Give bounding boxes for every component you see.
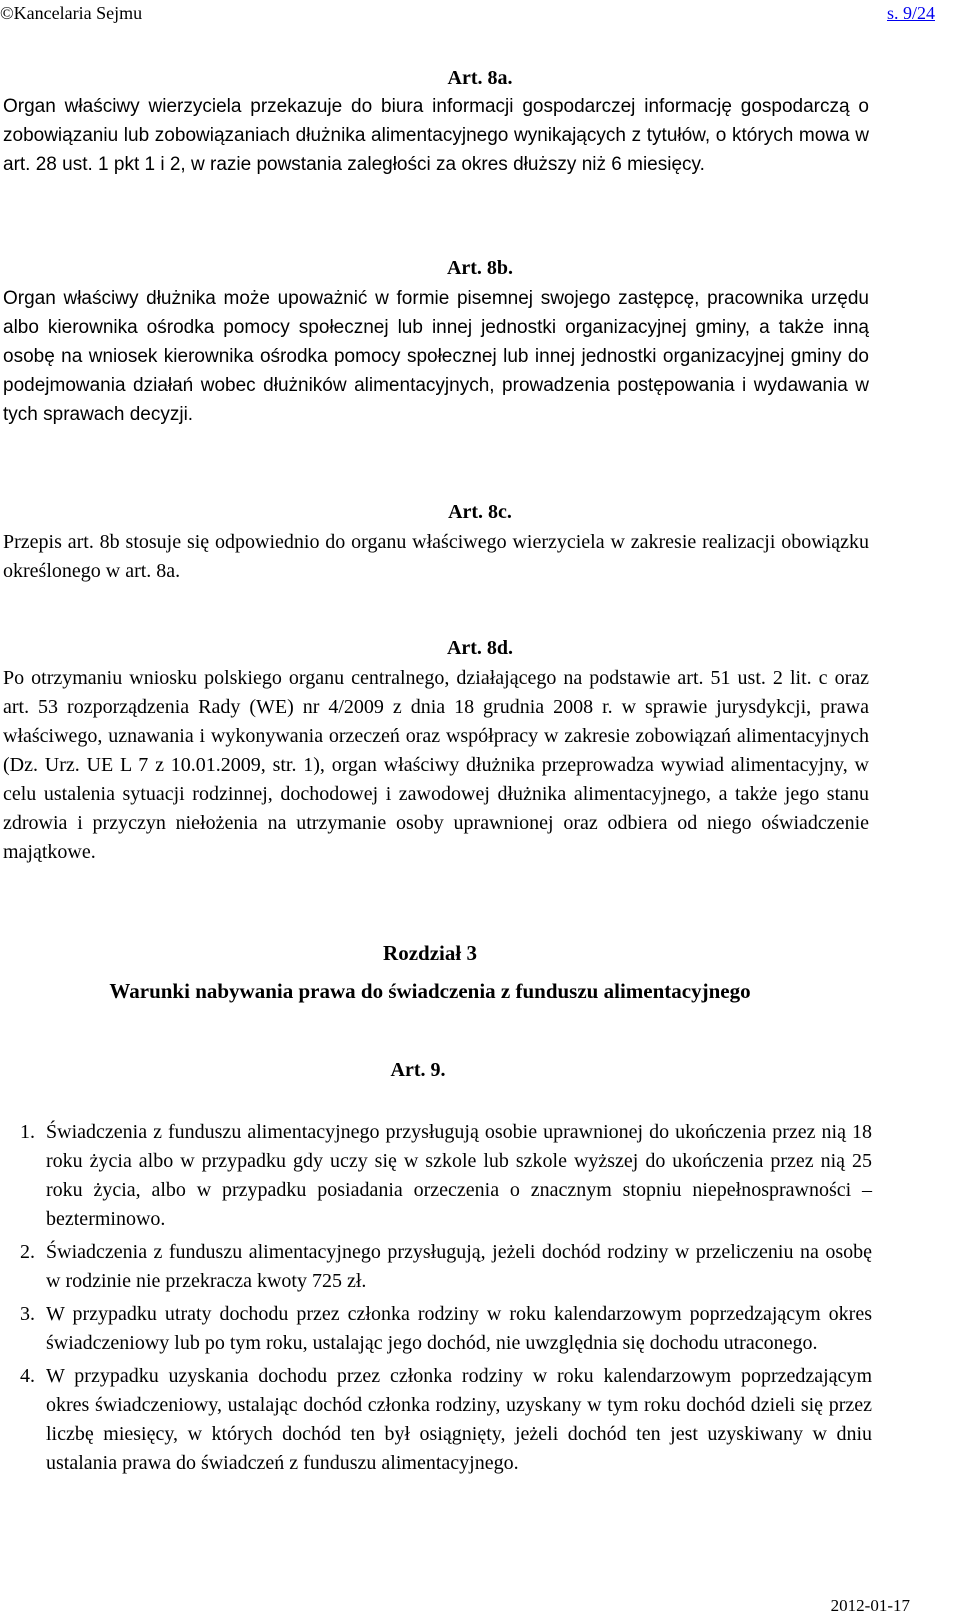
- art-8b-text: Organ właściwy dłużnika może upoważnić w formie pisemnej swojego zastępcę, pracownika urzędu albo kierownika ośrodka pomocy społecznej lub innej jednostki organizacyjnej gminy, a także inną osobę na wniosek kierownika ośrodka pomocy społecznej lub innej jednostki organizacyjnej gminy do podejmowania działań wobec dłużników alimentacyjnych, prowadzenia postępowania i wydawania w tych sprawach decyzji.: [3, 288, 869, 425]
- art-8a-heading: Art. 8a.: [447, 67, 513, 89]
- art-9-item-list: [0, 1118, 872, 1478]
- item-text: Świadczenia z funduszu alimentacyjnego przysługują, jeżeli dochód rodziny w przeliczeniu na osobę w rodzinie nie przekracza kwoty 725 zł.: [46, 1241, 872, 1292]
- art-9-item: [0, 1238, 872, 1296]
- item-text: W przypadku uzyskania dochodu przez członka rodziny w roku kalendarzowym poprzedzającym okres świadczeniowy, ustalając dochód członka rodziny, uzyskany w tym roku dochód dzieli się przez liczbę miesięcy, w których dochód ten był osiągnięty, jeżeli dochód ten jest uzyskiwany w dniu ustalania prawa do świadczeń z funduszu alimentacyjnego.: [46, 1365, 872, 1474]
- header-source: ©Kancelaria Sejmu: [0, 3, 143, 23]
- art-8a-text: Organ właściwy wierzyciela przekazuje do biura informacji gospodarczej informację gospodarczą o zobowiązaniu lub zobowiązaniach dłużnika alimentacyjnego wynikających z tytułów, o których mowa w art. 28 ust. 1 pkt 1 i 2, w razie powstania zaległości za okres dłuższy niż 6 miesięcy.: [3, 96, 869, 175]
- chapter-number: Rozdział 3: [383, 941, 477, 965]
- item-text: Świadczenia z funduszu alimentacyjnego przysługują osobie uprawnionej do ukończenia przez nią 18 roku życia albo w przypadku gdy uczy się w szkole lub szkole wyższej do ukończenia przez nią 25 roku życia, albo w przypadku posiadania orzeczenia o znacznym stopniu niepełnosprawności – bezterminowo.: [46, 1121, 872, 1230]
- item-number: 2.: [20, 1241, 35, 1263]
- item-number: 4.: [20, 1365, 35, 1387]
- art-8b-heading: Art. 8b.: [446, 257, 514, 279]
- chapter-title: Warunki nabywania prawa do świadczenia z funduszu alimentacyjnego: [109, 979, 751, 1003]
- page-number-link[interactable]: s. 9/24: [886, 3, 935, 23]
- art-9-item: [0, 1362, 872, 1478]
- art-9-item: [0, 1300, 872, 1358]
- item-number: 1.: [20, 1121, 35, 1143]
- art-8d-text: Po otrzymaniu wniosku polskiego organu centralnego, działającego na podstawie art. 51 ust. 2 lit. c oraz art. 53 rozporządzenia Rady (WE) nr 4/2009 z dnia 18 grudnia 2008 r. w sprawie jurysdykcji, prawa właściwego, uznawania i wykonywania orzeczeń oraz współpracy w zakresie zobowiązań alimentacyjnych (Dz. Urz. UE L 7 z 10.01.2009, str. 1), organ właściwy dłużnika przeprowadza wywiad alimentacyjny, w celu ustalenia sytuacji rodzinnej, dochodowej i zawodowej dłużnika alimentacyjnego, a także jego stanu zdrowia i przyczyn niełożenia na utrzymanie osoby uprawnionej oraz odbiera od niego oświadczenie majątkowe.: [3, 667, 869, 863]
- art-8c-heading: Art. 8c.: [448, 501, 512, 523]
- art-8d-heading: Art. 8d.: [446, 637, 514, 659]
- item-number: 3.: [20, 1303, 35, 1325]
- art-8c-text: Przepis art. 8b stosuje się odpowiednio do organu właściwego wierzyciela w zakresie realizacji obowiązku określonego w art. 8a.: [3, 531, 869, 582]
- art-9-item: [0, 1118, 872, 1234]
- footer-date: 2012-01-17: [830, 1596, 910, 1615]
- art-9-heading: Art. 9.: [390, 1059, 446, 1081]
- item-text: W przypadku utraty dochodu przez członka rodziny w roku kalendarzowym poprzedzającym okres świadczeniowy lub po tym roku, ustalając jego dochód, nie uwzględnia się dochodu utraconego.: [46, 1303, 872, 1354]
